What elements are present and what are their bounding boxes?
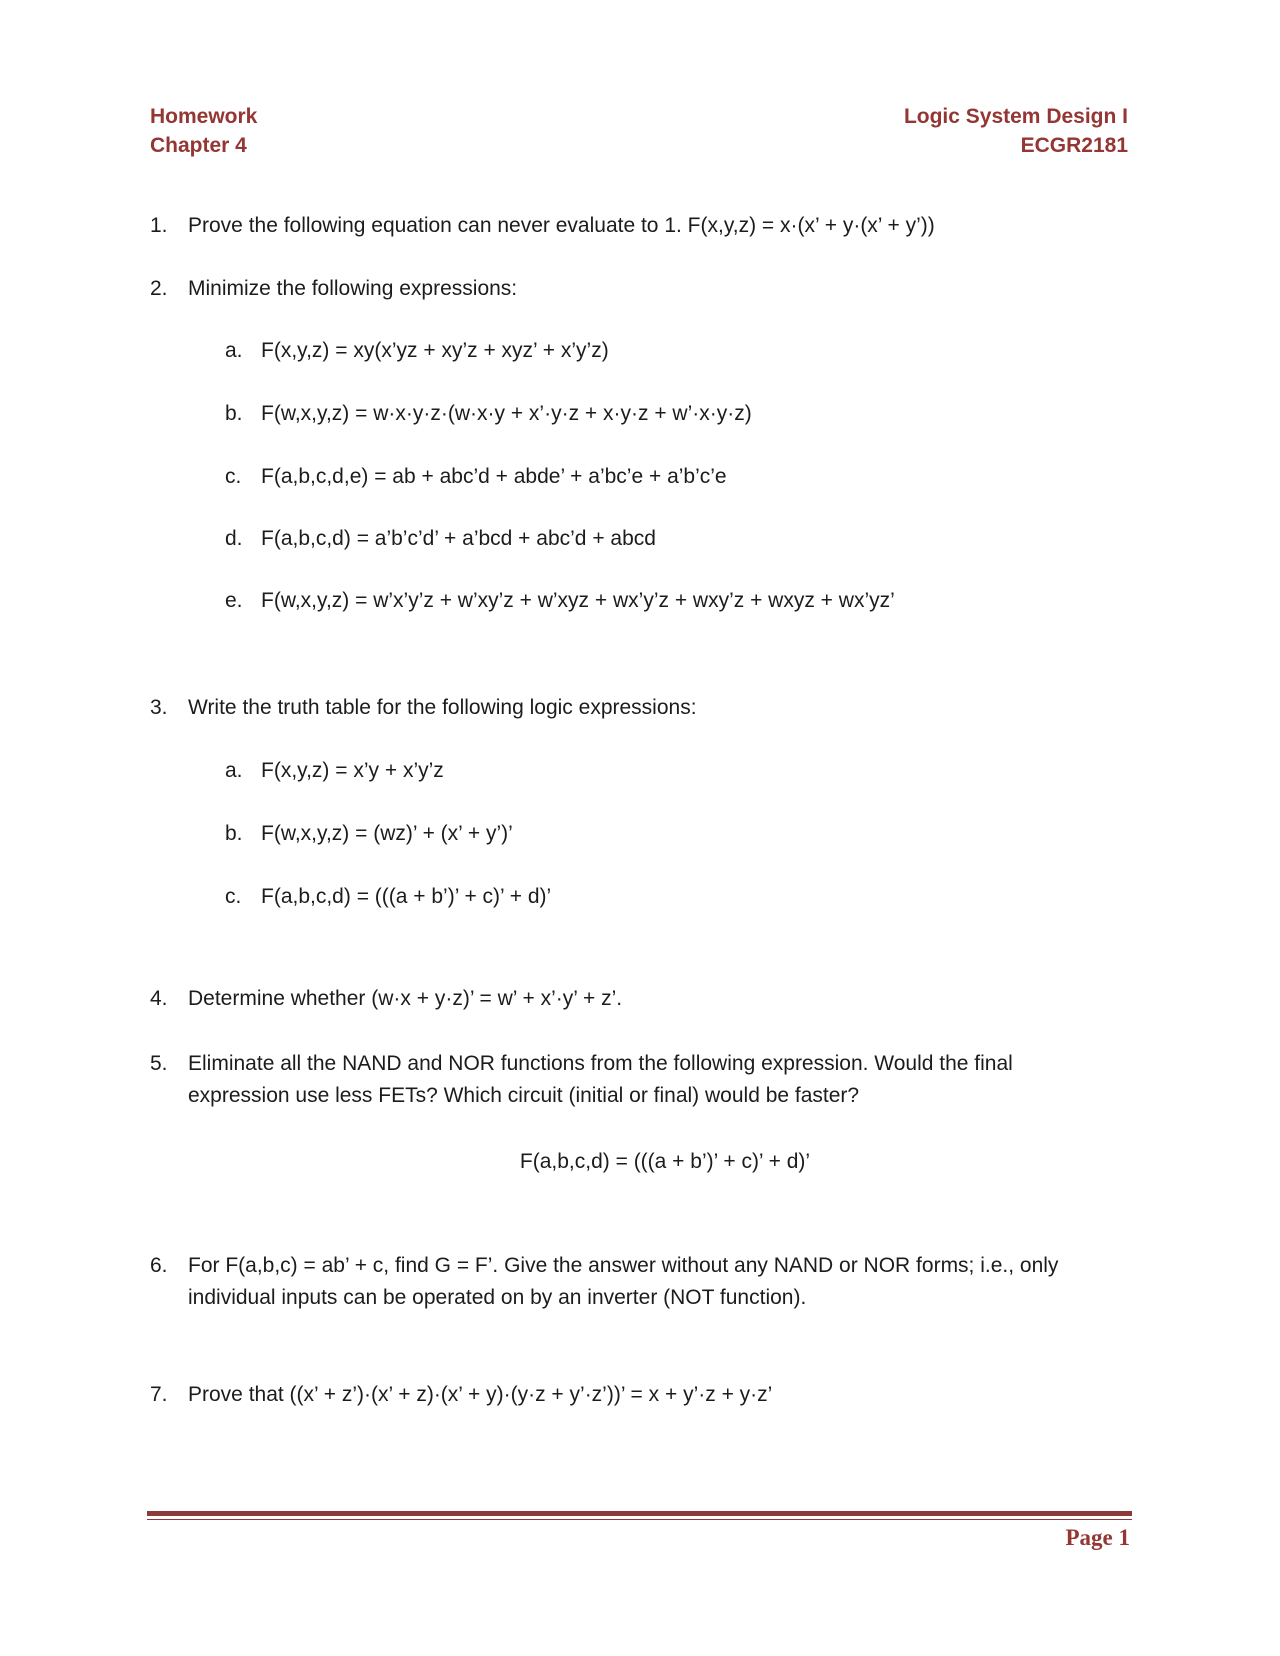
item-expression: F(w,x,y,z) = (wz)’ + (x’ + y’)’ [261,822,513,845]
item-letter: b. [225,822,243,845]
question-text: Write the truth table for the following logic expressions: [188,696,697,719]
header-left [150,102,257,160]
question-number: 6. [150,1254,168,1277]
footer-rule-thin [147,1519,1132,1520]
footer-rule-thick [147,1511,1132,1516]
question-text-line-2: expression use less FETs? Which circuit (initial or final) would be faster? [188,1084,860,1107]
item-expression: F(w,x,y,z) = w·x·y·z·(w·x·y + x’·y·z + x·y·z + w’·x·y·z) [261,402,752,425]
item-letter: e. [225,589,243,612]
item-letter: c. [225,885,242,908]
question-text-line-1: Eliminate all the NAND and NOR functions from the following expression. Would the final [188,1052,1013,1075]
item-letter: a. [225,339,243,362]
item-letter: c. [225,465,242,488]
item-expression: F(a,b,c,d,e) = ab + abc’d + abde’ + a’bc’e + a’b’c’e [261,465,727,488]
question-text: Determine whether (w·x + y·z)’ = w’ + x’·y’ + z’. [188,987,623,1010]
question-number: 4. [150,987,168,1010]
header-homework: Homework [150,105,258,128]
header-course-title: Logic System Design I [903,105,1128,128]
header-chapter: Chapter 4 [150,134,247,157]
question-number: 7. [150,1383,168,1406]
header-course-code: ECGR2181 [1020,134,1128,157]
page-number: Page 1 [1065,1525,1130,1550]
item-letter: b. [225,402,243,425]
item-expression: F(x,y,z) = xy(x’yz + xy’z + xyz’ + x’y’z) [261,339,609,362]
question-number: 3. [150,696,168,719]
item-letter: d. [225,527,243,550]
item-letter: a. [225,759,243,782]
question-text: Prove that ((x’ + z’)·(x’ + z)·(x’ + y)·(y·z + y’·z’))’ = x + y’·z + y·z’ [188,1383,773,1406]
item-expression: F(x,y,z) = x’y + x’y’z [261,759,444,782]
question-text-line-2: individual inputs can be operated on by an inverter (NOT function). [188,1286,807,1309]
item-expression: F(a,b,c,d) = a’b’c’d’ + a’bcd + abc’d + abcd [261,527,656,550]
question-number: 2. [150,277,168,300]
header-right [904,102,1128,160]
item-expression: F(w,x,y,z) = w’x’y’z + w’xy’z + w’xyz + wx’y’z + wxy’z + wxyz + wx’yz’ [261,589,895,612]
question-5-expression: F(a,b,c,d) = (((a + b’)’ + c)’ + d)’ [519,1150,811,1173]
question-number: 1. [150,214,168,237]
item-expression: F(a,b,c,d) = (((a + b’)’ + c)’ + d)’ [261,885,552,908]
question-text-line-1: For F(a,b,c) = ab’ + c, find G = F’. Give the answer without any NAND or NOR forms; i.e., only [188,1254,1059,1277]
question-text: Minimize the following expressions: [188,277,518,300]
question-number: 5. [150,1052,168,1075]
question-text: Prove the following equation can never evaluate to 1. F(x,y,z) = x·(x’ + y·(x’ + y’)) [188,214,935,237]
